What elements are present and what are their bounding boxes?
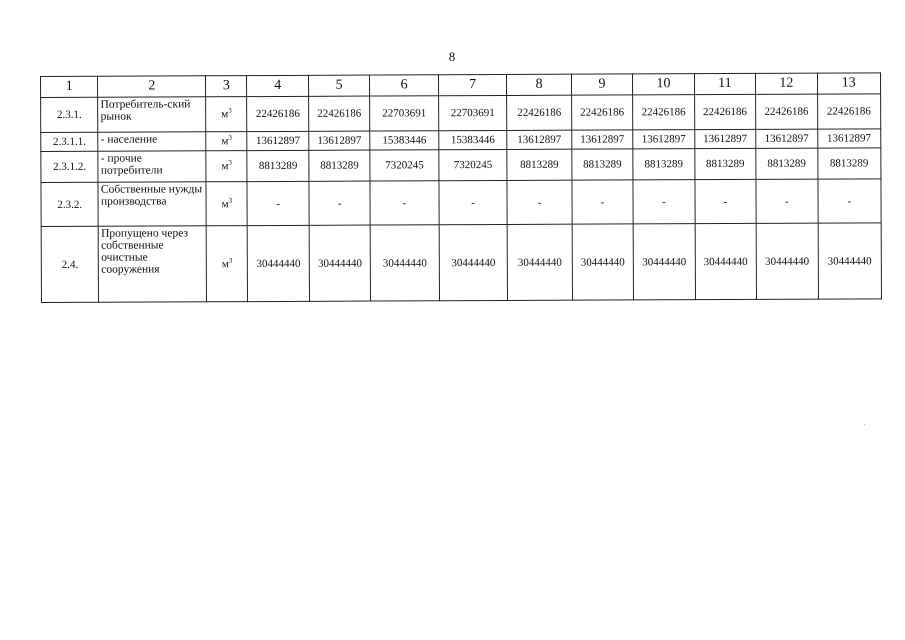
column-header: 12 [756,73,818,94]
value-cell: 22426186 [817,94,881,129]
value-cell: 13612897 [817,129,881,148]
value-cell: 13612897 [247,131,309,150]
row-name: Потребитель-ский рынок [98,97,206,132]
unit-base: м [221,135,229,148]
value-cell: 8813289 [572,149,634,180]
value-cell: 22426186 [633,95,695,130]
value-cell: - [247,181,309,225]
unit-cell [206,151,247,182]
value-cell: 22426186 [308,96,370,131]
unit-exponent: 3 [228,158,232,167]
column-header: 1 [41,76,98,97]
column-header: 5 [308,75,370,96]
value-cell: 8813289 [756,148,818,179]
unit-base: м [221,257,229,270]
value-cell: - [695,179,757,223]
value-cell: 22426186 [694,94,756,129]
value-cell: 13612897 [694,129,756,148]
row-code: 2.3.1. [41,97,99,132]
column-header: 10 [633,74,695,95]
value-cell: - [756,179,818,223]
column-header: 9 [571,74,633,95]
value-cell: 22426186 [507,95,572,130]
row-name: - прочие потребители [98,151,206,182]
row-code: 2.3.1.1. [41,132,98,151]
value-cell: 30444440 [572,224,634,300]
column-header: 7 [438,74,507,95]
value-cell: 30444440 [507,224,572,300]
unit-base: м [221,197,229,210]
value-cell: 8813289 [694,148,756,179]
value-cell: 30444440 [309,225,371,301]
value-cell: 13612897 [633,130,695,149]
scan-speck [864,424,865,425]
value-cell: - [439,180,508,224]
unit-exponent: 3 [228,256,233,265]
unit-base: м [221,108,229,121]
value-cell: - [633,180,695,224]
column-header: 8 [507,74,572,95]
value-cell: 22703691 [370,96,439,131]
value-cell: 22426186 [571,95,633,130]
value-cell: - [817,179,881,223]
value-cell: 13612897 [309,131,371,150]
value-cell: - [507,180,572,224]
value-cell: 30444440 [370,225,439,301]
value-cell: 22426186 [756,94,818,129]
value-cell: 8813289 [247,150,309,181]
row-code: 2.4. [41,226,99,302]
value-cell: 30444440 [439,224,508,300]
value-cell: 13612897 [571,130,633,149]
table-row [41,94,881,133]
unit-exponent: 3 [228,196,233,205]
unit-cell [206,226,248,302]
data-table [40,72,882,303]
table-row [41,223,881,303]
value-cell: 30444440 [633,224,695,300]
value-cell: 8813289 [309,150,371,181]
value-cell: 7320245 [439,149,508,180]
column-header: 3 [206,76,247,97]
value-cell: 30444440 [756,223,818,299]
value-cell: 22703691 [438,95,507,130]
value-cell: 8813289 [817,148,881,179]
column-header: 4 [247,75,309,96]
row-name: Собственные нужды производства [98,182,206,226]
value-cell: 30444440 [818,223,882,299]
value-cell: - [309,181,371,225]
unit-cell [206,132,247,151]
row-code: 2.3.1.2. [41,151,99,182]
value-cell: 15383446 [370,131,439,150]
column-header: 13 [817,73,881,94]
value-cell: - [370,181,439,225]
column-header: 6 [370,75,439,96]
unit-cell [206,182,247,226]
value-cell: 8813289 [633,149,695,180]
value-cell: 15383446 [439,130,508,149]
table-row [41,148,881,183]
column-header: 2 [98,76,206,97]
value-cell: 30444440 [695,223,757,299]
value-cell: 13612897 [507,130,572,149]
column-header: 11 [694,73,756,94]
row-code: 2.3.2. [41,182,99,226]
row-name: Пропущено через собственные очистные сооружения [99,226,207,302]
value-cell: 30444440 [248,225,310,301]
unit-base: м [221,160,229,173]
value-cell: 22426186 [247,96,309,131]
unit-cell [206,97,247,132]
row-name: - население [98,132,206,151]
value-cell: 8813289 [507,149,572,180]
value-cell: 7320245 [370,150,439,181]
value-cell: - [572,180,634,224]
value-cell: 13612897 [756,129,818,148]
page-number: 8 [448,49,456,64]
table-row [41,179,881,227]
unit-exponent: 3 [228,133,232,142]
unit-exponent: 3 [228,106,232,115]
